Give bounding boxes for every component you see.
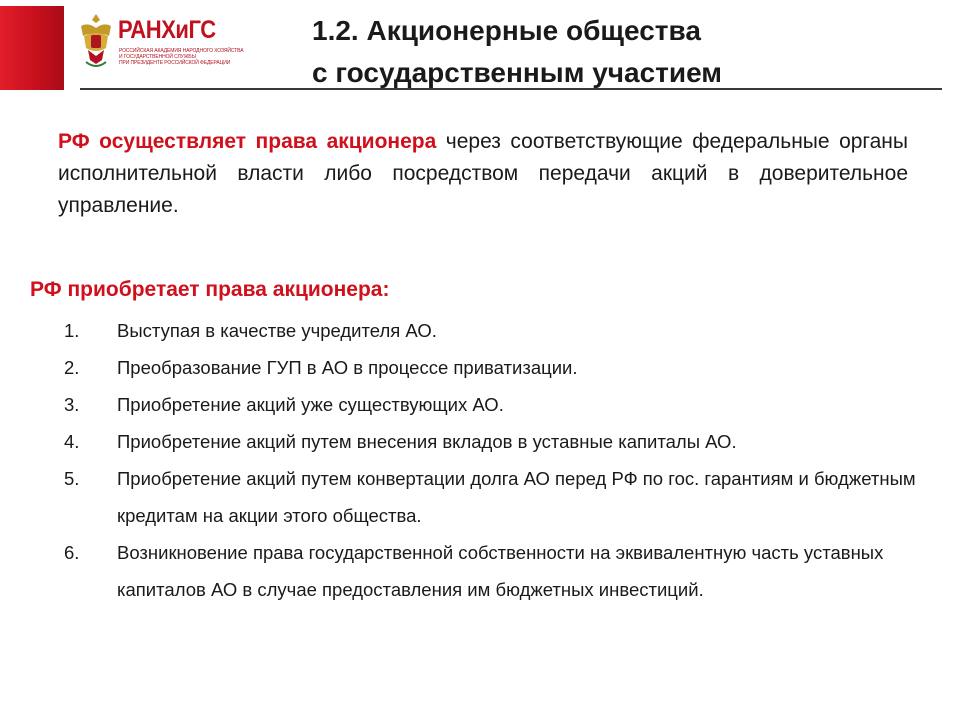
list-item-number: 5. [64, 468, 80, 489]
intro-paragraph [58, 126, 908, 222]
list-item-number: 6. [64, 542, 80, 563]
slide-title-line-2: с государственным участием [312, 57, 723, 88]
logo-sub-line: ПРИ ПРЕЗИДЕНТЕ РОССИЙСКОЙ ФЕДЕРАЦИИ [119, 60, 231, 66]
list-item-number: 2. [64, 357, 80, 378]
list-item [64, 534, 944, 608]
eagle-emblem-icon [78, 12, 114, 70]
list-item-number: 4. [64, 431, 80, 452]
list-item [64, 460, 944, 534]
list-item-text: Выступая в качестве учредителя АО. [117, 320, 437, 341]
logo-sub-line: И ГОСУДАРСТВЕННОЙ СЛУЖБЫ [119, 54, 196, 60]
title-divider [80, 88, 942, 90]
section-heading: РФ приобретает права акционера: [30, 278, 390, 301]
list-item-text: Приобретение акций уже существующих АО. [117, 394, 504, 415]
list-item [64, 386, 944, 423]
slide-title-line-1: 1.2. Акционерные общества [312, 15, 701, 46]
logo-sub-line: РОССИЙСКАЯ АКАДЕМИЯ НАРОДНОГО ХОЗЯЙСТВА [119, 48, 244, 54]
list-item [64, 423, 944, 460]
slide-title [312, 10, 932, 94]
logo-wordmark: РАНХиГС [118, 16, 216, 44]
list-item-number: 3. [64, 394, 80, 415]
brand-red-bar [0, 6, 64, 90]
list-item-text: Приобретение акций путем конвертации долга АО перед РФ по гос. гарантиям и бюджетным кредитам на акции этого общества. [117, 468, 916, 526]
list-item-text: Приобретение акций путем внесения вкладов в уставные капиталы АО. [117, 431, 737, 452]
intro-lead: РФ осуществляет права акционера [58, 130, 437, 153]
list-item-text: Возникновение права государственной собственности на эквивалентную часть уставных капиталов АО в случае предоставления им бюджетных инвестиций. [117, 542, 884, 600]
logo-subtitle [119, 48, 244, 66]
list-item-number: 1. [64, 320, 80, 341]
ranepa-logo [78, 10, 244, 72]
intro-text: через соответствующие федеральные органы исполнительной власти либо посредством передачи акций в доверительное управление. [58, 130, 908, 217]
list-item [64, 312, 944, 349]
list-item-text: Преобразование ГУП в АО в процессе приватизации. [117, 357, 578, 378]
list-item [64, 349, 944, 386]
acquisition-list [64, 312, 944, 608]
